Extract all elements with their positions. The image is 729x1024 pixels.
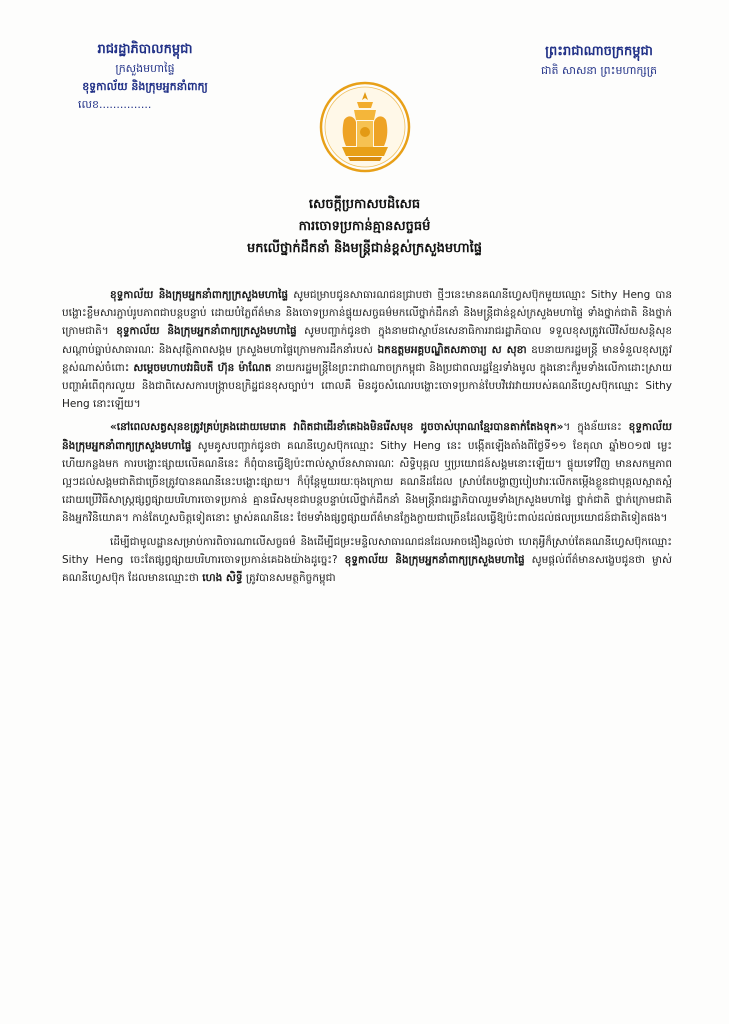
p3-segment: ខុទ្ទកាល័យ និងក្រុមអ្នកនាំពាក្យក្រសួងមហាផ្ទៃ bbox=[344, 553, 525, 566]
ministry-name: ក្រសួងមហាផ្ទៃ bbox=[115, 62, 175, 75]
title-line-2: ការចោទប្រកាន់គ្មានសច្ចធម៌ bbox=[298, 219, 431, 234]
p2-segment: ខុទ្ទកាល័យ និងក្រុមអ្នកនាំពាក្យក្រសួងមហាផ្ទៃ bbox=[62, 421, 672, 452]
p3-segment: ត្រូវបានសមត្ថកិច្ចកម្ពុជា bbox=[242, 572, 336, 585]
paragraph-1 bbox=[62, 286, 672, 413]
royal-emblem-icon bbox=[318, 80, 412, 174]
p1-segment: ខុទ្ទកាល័យ និងក្រុមអ្នកនាំពាក្យក្រសួងមហាផ្ទៃ bbox=[116, 325, 297, 338]
issuer-header bbox=[40, 40, 250, 114]
p1-segment: សម្តេចមហាបវរធិបតី ហ៊ុន ម៉ាណែត bbox=[133, 361, 272, 374]
p3-segment: សូមផ្តល់ព័ត៌មានសង្ខេបជូនថា ម្ចាស់គណនីហ្វេសប៊ុក ដែលមានឈ្មោះថា bbox=[62, 553, 672, 585]
p3-segment: ដើម្បីជាមូលដ្ឋានសម្រាប់ការពិចារណាលើសច្ចធម៌ និងដើម្បីជម្រះមន្ទិលសាធារណជនដែលអាចងឿងឆ្ងល់ថា ហេតុអ្វីក៏ស្រាប់តែគណនីហ្វេសប៊ុកឈ្មោះ Sithy Heng ចេះតែផ្សព្វផ្សាយបរិហារចោទប្រកាន់គេឯងយ៉ាងដូច្នេះ? bbox=[62, 535, 672, 566]
p2-segment: «នៅពេលសត្វសុនខត្រូវគ្រប់គ្រងដោយមេរោគ វាពិតជាដើរខាំគេឯងមិនរើសមុខ ដូចចាស់បុរាណខ្មែរបានតាក់តែងទុក» bbox=[110, 421, 564, 434]
paragraph-3 bbox=[62, 533, 672, 588]
p1-segment: នាយករដ្ឋមន្ត្រីនៃព្រះរាជាណាចក្រកម្ពុជា និងប្រជាពលរដ្ឋខ្មែរទាំងមូល ក្នុងនោះក៏រួមទាំងលើកាដោះស្រាយបញ្ហាអំពើពុករលួយ និងជាពិសេសការបង្ក្រាបឧក្រិដ្ឋជនខុសច្បាប់។ ពោលគឺ មិនដូចសំណេរបង្ហោះចោទប្រកាន់បែបវិវេរវាយរបស់គណនីហ្វេសប៊ុកឈ្មោះ Sithy Heng នោះឡើយ។ bbox=[62, 361, 672, 411]
title-line-3: មកលើថ្នាក់ដឹកនាំ និងមន្ត្រីជាន់ខ្ពស់ក្រសួងមហាផ្ទៃ bbox=[246, 241, 483, 256]
document-title bbox=[60, 194, 669, 260]
p1-segment: ឧបនាយករដ្ឋមន្ត្រី មានទំនួលខុសត្រូវខ្ពស់ណាស់ចំពោះ bbox=[62, 343, 672, 374]
national-motto: ជាតិ សាសនា ព្រះមហាក្សត្រ bbox=[541, 64, 657, 77]
reference-number: លេខ............... bbox=[78, 98, 152, 111]
p1-segment: សូមជម្រាបជូនសាធារណជនជ្រាបថា ថ្មីៗនេះមានគណនីហ្វេសប៊ុកមួយឈ្មោះ Sithy Heng បានបង្ហោះខ្លឹមសារភ្ជាប់រូបភាពជាបន្តបន្ទាប់ ដោយបំភ្លៃព័ត៌មាន និងចោទប្រកាន់ផ្ទុយសច្ចធម៌មកលើថ្នាក់ដឹកនាំ និងមន្ត្រីជាន់ខ្ពស់ក្រសួងមហាផ្ទៃ ទាំងថ្នាក់ជាតិ និងថ្នាក់ក្រោមជាតិ។ bbox=[62, 289, 672, 338]
p1-segment: សូមបញ្ជាក់ជូនថា ក្នុងនាមជាស្ថាប័នសេនាធិការរាជរដ្ឋាភិបាល ទទួលខុសត្រូវលើវិស័យសន្តិសុខ សណ្តាប់ធ្នាប់សាធារណៈ និងសុវត្ថិភាពសង្គម ក្រសួងមហាផ្ទៃក្រោមការដឹកនាំរបស់ bbox=[62, 325, 672, 356]
p2-segment: សូមគូសបញ្ជាក់ជូនថា គណនីហ្វេសប៊ុកឈ្មោះ Sithy Heng នេះ បង្កើតឡើងតាំងពីថ្ងៃទី១១ ខែតុលា ឆ្នាំ២០១៧ ម្លេះ ហើយកន្លងមក ការបង្ហោះផ្សាយលើគណនីនេះ ក៏ពុំបានធ្វើឱ្យប៉ះពាល់ស្ថាប័នសាធារណៈ សិទ្ធិបុគ្គល ឬប្រយោជន៍សង្គមនោះឡើយ។ ផ្ទុយទៅវិញ មានសកម្មភាពល្អៗដល់សង្គមជាតិជាច្រើនត្រូវបានគណនីនេះបង្ហោះផ្សាយ។ ក៏ប៉ុន្តែមួយរយៈចុងក្រោយ គណនីដដែល ស្រាប់តែបង្ហាញបៀបវារៈលើកតម្កើងខ្លួនជាបុគ្គលស្អាតស្អំ ដោយប្រើវិធីសាស្រ្តផ្សព្វផ្សាយបរិហារចោទប្រកាន់ គ្មានរើសមុខជាបន្តបន្ទាប់លើថ្នាក់ដឹកនាំ និងមន្ត្រីរាជរដ្ឋាភិបាលរួមទាំងក្រសួងមហាផ្ទៃ ថ្នាក់ជាតិ ថ្នាក់ក្រោមជាតិ និងអ្នកវិនិយោគ។ កាន់តែហួសចិត្តទៀតនោះ ម្ចាស់គណនីនេះ ថែមទាំងផ្សព្វផ្សាយព័ត៌មានក្លែងក្លាយជាច្រើនដែលធ្វើឱ្យប៉ះពាល់ដល់ផលប្រយោជន៍ជាតិទៀតផង។ bbox=[62, 439, 672, 525]
paragraph-2 bbox=[62, 418, 672, 527]
p1-segment: ខុទ្ទកាល័យ និងក្រុមអ្នកនាំពាក្យក្រសួងមហាផ្ទៃ bbox=[110, 289, 289, 301]
kingdom-name: ព្រះរាជាណាចក្រកម្ពុជា bbox=[545, 44, 653, 59]
p3-segment: ហេង សិទ្ធី bbox=[202, 572, 243, 585]
kingdom-header bbox=[499, 42, 699, 80]
title-line-1: សេចក្តីប្រកាសបដិសេធ bbox=[308, 197, 421, 212]
government-name: រាជរដ្ឋាភិបាលកម្ពុជា bbox=[97, 42, 193, 57]
office-name: ខុទ្ទកាល័យ និងក្រុមអ្នកនាំពាក្យ bbox=[82, 80, 208, 93]
p1-segment: ឯកឧត្តមអគ្គបណ្ឌិតសភាចារ្យ ស សុខា bbox=[377, 343, 527, 356]
statement-body bbox=[62, 286, 672, 592]
p2-segment: ។ ក្នុងន័យនេះ bbox=[563, 421, 629, 434]
